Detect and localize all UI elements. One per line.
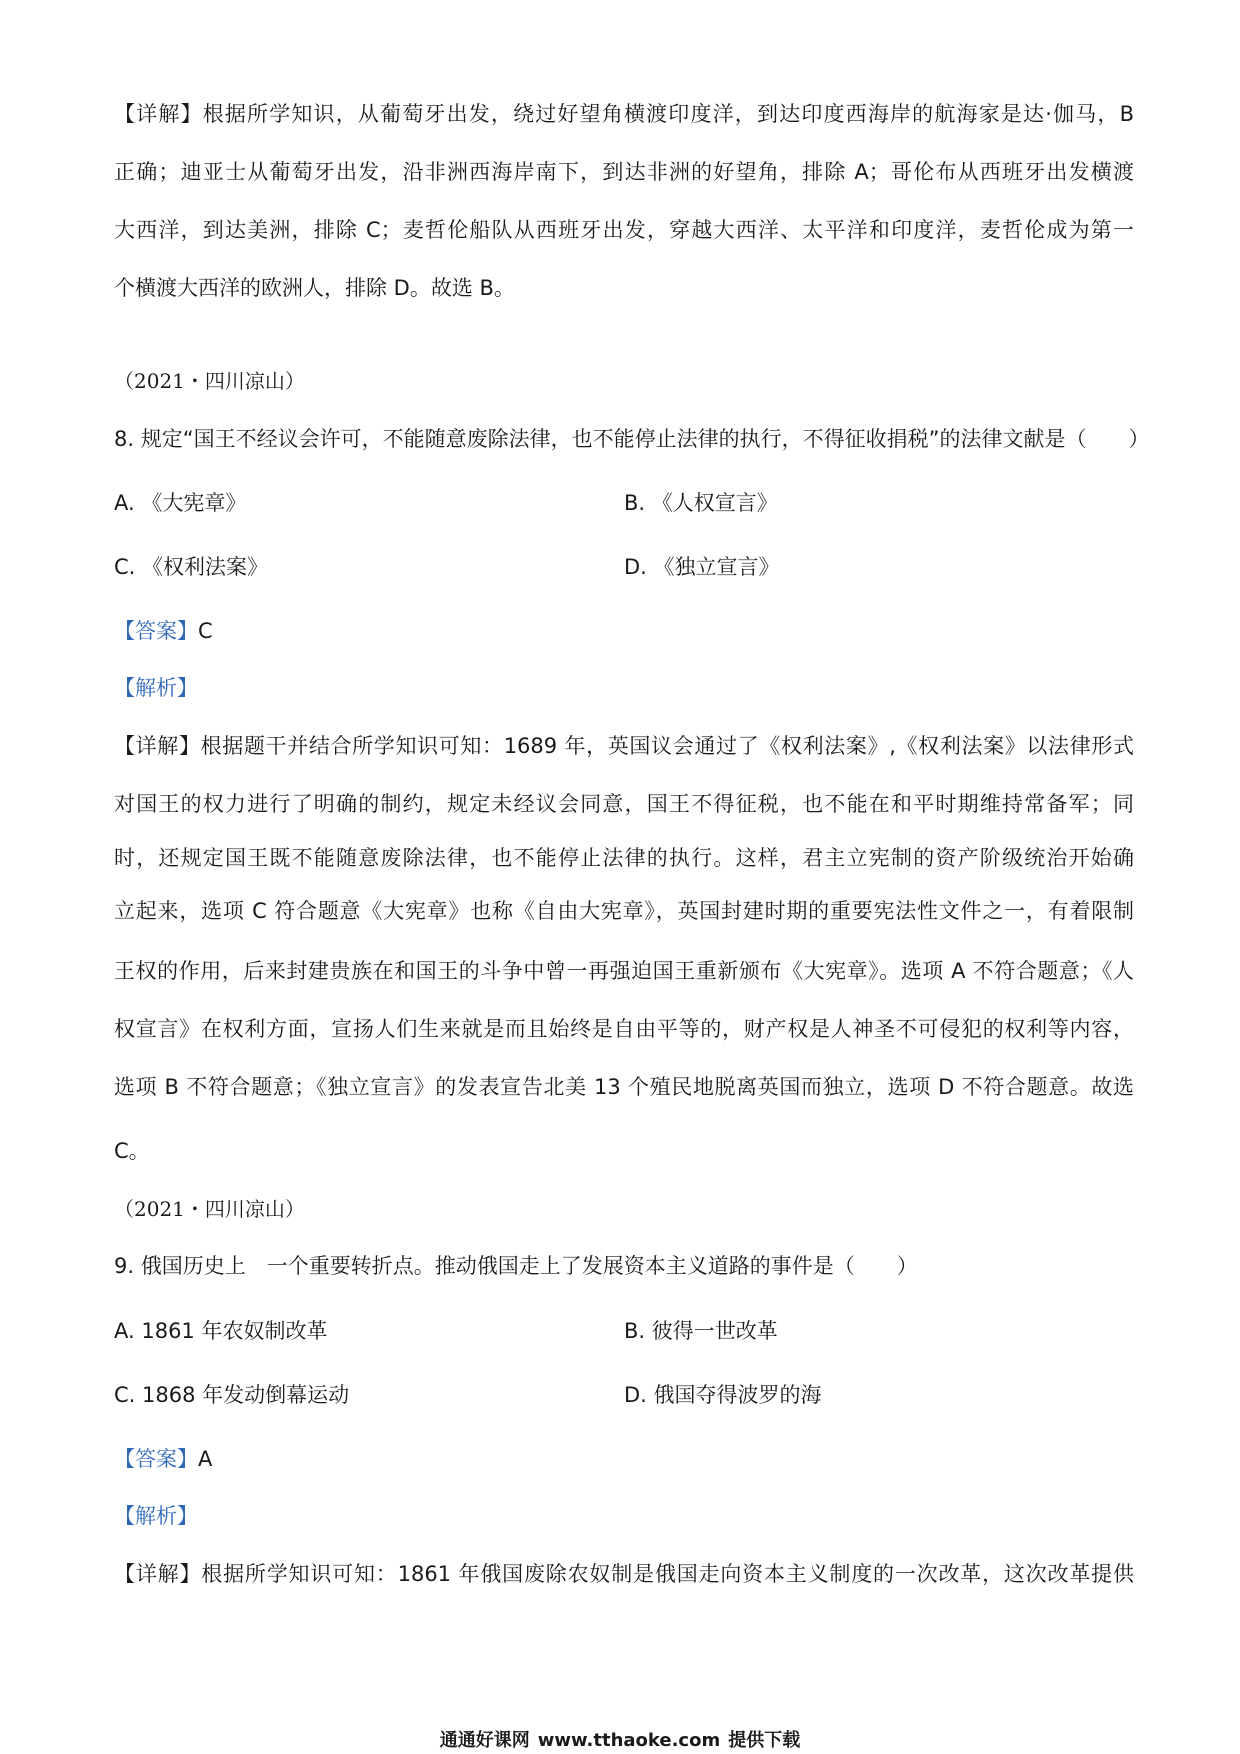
page-footer [0,1729,1240,1753]
q8-answer-value: C [198,619,213,643]
q8-explain-line-6: 权宣言》在权利方面，宣扬人们生来就是而且始终是自由平等的，财产权是人神圣不可侵犯的权利等内容， [114,1017,1134,1041]
q9-answer [114,1444,1134,1474]
explain-tag: 【详解】 [114,102,203,126]
footer-site-name: 通通好课网 [439,1730,530,1751]
q9-option-a: A. 1861 年农奴制改革 [114,1319,328,1343]
q9-explain-line-1: 【详解】根据所学知识可知：1861 年俄国废除农奴制是俄国走向资本主义制度的一次改革，这次改革提供 [114,1562,1134,1586]
footer-download-text: 提供下载 [728,1730,801,1751]
q8-explain-line-1: 【详解】根据题干并结合所学知识可知：1689 年，英国议会通过了《权利法案》,《权利法案》以法律形式 [114,734,1135,758]
q9-stem: 9. 俄国历史上 一个重要转折点。推动俄国走上了发展资本主义道路的事件是（ ） [114,1254,918,1278]
q9-analysis-tag: 【解析】 [114,1504,198,1528]
prev-explain-line-4: 个横渡大西洋的欧洲人，排除 D。故选 B。 [114,276,515,300]
q8-answer [114,616,1134,646]
answer-tag: 【答案】 [114,1447,198,1471]
q8-analysis-tag: 【解析】 [114,676,198,700]
q8-explain-line-3: 时，还规定国王既不能随意废除法律，也不能停止法律的执行。这样，君主立宪制的资产阶级统治开始确 [114,846,1134,870]
q9-option-d: D. 俄国夺得波罗的海 [624,1383,822,1407]
q8-explain-line-8: C。 [114,1139,150,1163]
q8-explain-line-2: 对国王的权力进行了明确的制约，规定未经议会同意，国王不得征税，也不能在和平时期维持常备军；同 [114,792,1134,816]
q8-option-b: B. 《人权宣言》 [624,491,778,515]
q8-stem: 8. 规定“国王不经议会许可，不能随意废除法律，也不能停止法律的执行，不得征收捐税”的法律文献是（ ） [114,427,1150,451]
explain-tag: 【详解】 [114,734,201,758]
q9-option-b: B. 彼得一世改革 [624,1319,778,1343]
prev-explain-line-3: 大西洋，到达美洲，排除 C；麦哲伦船队从西班牙出发，穿越大西洋、太平洋和印度洋，麦哲伦成为第一 [114,218,1134,242]
q8-explain-line-5: 王权的作用，后来封建贵族在和国王的斗争中曾一再强迫国王重新颁布《大宪章》。选项 A 不符合题意；《人 [114,959,1134,983]
q9-answer-value: A [198,1447,213,1471]
prev-explain-line-1: 【详解】根据所学知识，从葡萄牙出发，绕过好望角横渡印度洋，到达印度西海岸的航海家是达·伽马，B [114,102,1134,126]
prev-explain-line-2: 正确；迪亚士从葡萄牙出发，沿非洲西海岸南下，到达非洲的好望角，排除 A；哥伦布从西班牙出发横渡 [114,160,1134,184]
q8-option-d: D. 《独立宣言》 [624,555,780,579]
footer-url[interactable]: www.tthaoke.com [537,1730,721,1751]
q8-option-c: C. 《权利法案》 [114,555,269,579]
q8-source: （2021・四川凉山） [114,369,305,393]
answer-tag: 【答案】 [114,619,198,643]
explain-tag: 【详解】 [114,1562,202,1586]
q8-explain-line-7: 选项 B 不符合题意；《独立宣言》的发表宣告北美 13 个殖民地脱离英国而独立，选项 D 不符合题意。故选 [114,1075,1134,1099]
q8-option-a: A. 《大宪章》 [114,491,247,515]
q9-option-c: C. 1868 年发动倒幕运动 [114,1383,350,1407]
q8-explain-line-4: 立起来，选项 C 符合题意《大宪章》也称《自由大宪章》，英国封建时期的重要宪法性文件之一，有着限制 [114,899,1134,923]
q9-source: （2021・四川凉山） [114,1197,305,1221]
